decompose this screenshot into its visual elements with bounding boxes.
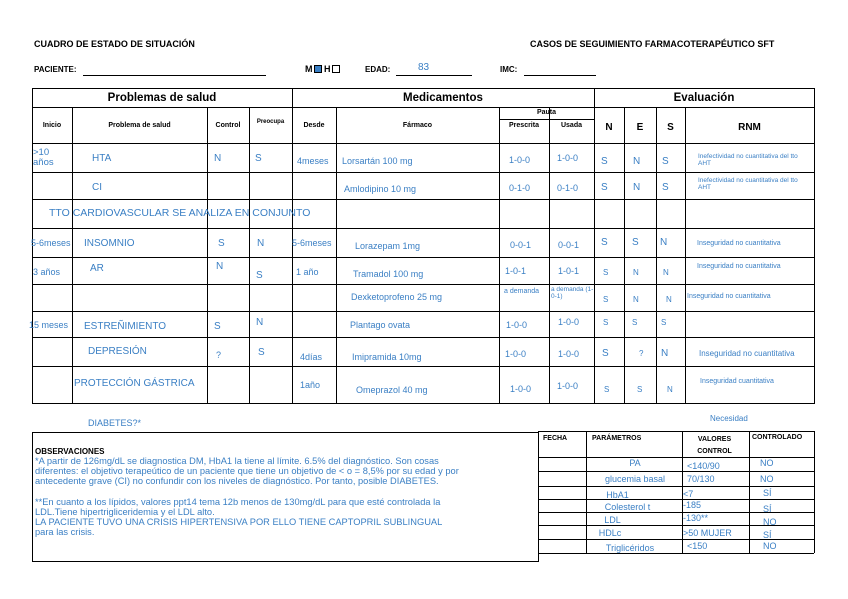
grid-line (249, 107, 250, 404)
row-6-preocupa: N (256, 317, 264, 328)
param-5-valor: >50 MUJER (683, 528, 732, 538)
grid-line (32, 403, 814, 404)
row-7-s: N (661, 348, 669, 359)
obs-line: *A partir de 126mg/dL se diagnostica DM, HbA1 la tiene al límite. 6.5% del diagnóstico. Son cosas (35, 456, 439, 466)
row-7-farmaco: Imipramida 10mg (352, 352, 422, 362)
param-1-ok: NO (760, 474, 774, 484)
grid-line (336, 107, 337, 404)
row-0-n: S (601, 156, 608, 167)
param-6-valor: <150 (687, 541, 708, 551)
row-4-desde: 1 año (296, 267, 319, 277)
sex-selector (305, 64, 340, 74)
col-s: S (667, 122, 674, 133)
grid-line (538, 539, 814, 540)
grid-line (656, 107, 657, 404)
col-control: Control (215, 122, 241, 129)
grid-line (32, 143, 814, 144)
section-evaluacion: Evaluación (673, 92, 735, 104)
row-2-note: TTO CARDIOVASCULAR SE ANALIZA EN CONJUNTO (49, 207, 311, 219)
row-7-control: ? (216, 350, 222, 360)
row-0-s: S (662, 156, 669, 167)
grid-line (32, 228, 814, 229)
param-2-valor: <7 (683, 489, 694, 499)
row-0-farmaco: Lorsartán 100 mg (342, 156, 413, 166)
grid-line (538, 553, 814, 554)
row-8-e: S (637, 385, 643, 394)
params-col-valores: VALORES CONTROL (697, 436, 732, 455)
row-8-problema: PROTECCIÓN GÁSTRICA (74, 378, 195, 389)
row-4-s: N (663, 268, 669, 277)
col-rnm: RNM (738, 122, 761, 133)
row-7-prescrita: 1-0-0 (505, 349, 527, 359)
row-3-farmaco: Lorazepam 1mg (355, 241, 421, 251)
row-3-desde: 5-6meses (292, 238, 332, 248)
title-left: CUADRO DE ESTADO DE SITUACIÓN (34, 39, 195, 49)
grid-line (32, 172, 814, 173)
grid-line (538, 486, 814, 487)
grid-line (32, 284, 814, 285)
diabetes-note: DIABETES?* (88, 418, 142, 428)
param-3-ok: SÍ (763, 504, 772, 514)
row-7-e: ? (639, 349, 644, 358)
row-0-control: N (214, 153, 222, 164)
row-5-prescrita: a demanda (504, 288, 540, 295)
param-2-ok: SÍ (763, 488, 772, 498)
col-n: N (605, 122, 613, 133)
param-1-name: glucemia basal (604, 474, 666, 484)
row-1-rnm: Inefectividad no cuantitativa del tto AHT (698, 177, 798, 191)
grid-line (594, 88, 595, 404)
grid-line (499, 119, 594, 120)
row-0-usada: 1-0-0 (557, 153, 579, 163)
row-3-usada: 0-0-1 (558, 240, 580, 250)
col-usada: Usada (560, 122, 582, 129)
row-7-rnm: Inseguridad no cuantitativa (699, 349, 795, 358)
row-1-n: S (601, 182, 608, 193)
grid-line (624, 107, 625, 404)
row-5-s: N (666, 295, 672, 304)
row-7-n: S (602, 348, 609, 359)
col-preocupa: Preocupa (256, 119, 285, 125)
param-5-name: HDLc (598, 528, 622, 538)
param-2-name: HbA1 (606, 490, 629, 500)
params-col-parametros: PARÁMETROS (592, 435, 642, 442)
grid-line (32, 199, 814, 200)
grid-line (538, 431, 814, 432)
obs-line: antecedente grave (CI) no confundir con los niveles de diagnóstico. Por tanto, posible DIABETES. (35, 476, 439, 487)
row-4-n: S (603, 268, 609, 277)
grid-line (32, 337, 814, 338)
grid-line (32, 107, 814, 108)
obs-line: diferentes: el objetivo terapeútico de un paciente que tiene un objetivo de < o = 8,5% por su edad y por (35, 466, 459, 477)
col-e: E (636, 122, 644, 133)
row-1-e: N (633, 182, 641, 193)
row-5-usada: a demanda (1-0-1) (551, 286, 594, 300)
col-inicio: Inicio (42, 122, 62, 129)
obs-line: LDL.Tiene hipertrigliceridemia y el LDL alto. (35, 506, 215, 517)
param-4-name: LDL (604, 515, 621, 525)
row-0-prescrita: 1-0-0 (509, 155, 531, 165)
row-1-s: S (662, 182, 669, 193)
grid-line (32, 366, 814, 367)
params-col-controlado: CONTROLADO (752, 434, 803, 441)
row-4-prescrita: 1-0-1 (505, 266, 527, 276)
row-4-e: N (633, 268, 639, 277)
param-4-ok: NO (763, 517, 777, 527)
param-3-valor: -185 (683, 500, 702, 510)
grid-line (32, 88, 814, 89)
col-prescrita: Prescrita (509, 122, 539, 129)
row-3-preocupa: N (257, 238, 265, 249)
grid-line (538, 499, 814, 500)
row-3-inicio: 5-6meses (31, 238, 71, 248)
pauta-header: Pauta (536, 109, 557, 116)
col-problema: Problema de salud (108, 122, 171, 129)
section-medicamentos: Medicamentos (403, 92, 483, 104)
row-6-usada: 1-0-0 (558, 317, 580, 327)
edad-value[interactable]: 83 (418, 62, 430, 73)
obs-line: LA PACIENTE TUVO UNA CRISIS HIPERTENSIVA POR ELLO TIENE CAPTOPRIL SUBLINGUAL (35, 517, 443, 528)
col-farmaco: Fármaco (402, 122, 433, 129)
sex-h-checkbox[interactable] (332, 65, 340, 73)
grid-line (814, 431, 815, 553)
row-4-farmaco: Tramadol 100 mg (353, 269, 424, 279)
row-4-control: N (216, 261, 224, 272)
row-4-inicio: 3 años (33, 267, 61, 277)
row-6-farmaco: Plantago ovata (350, 320, 411, 330)
row-8-n: S (604, 385, 610, 394)
row-4-problema: AR (90, 263, 104, 274)
row-3-rnm: Inseguridad no cuantitativa (697, 240, 781, 247)
param-5-ok: SÍ (763, 530, 772, 540)
param-4-valor: -130** (683, 513, 709, 523)
row-0-preocupa: S (255, 153, 262, 164)
grid-line (72, 107, 73, 404)
col-desde: Desde (303, 122, 325, 129)
row-3-n: S (601, 237, 608, 248)
row-7-preocupa: S (258, 347, 265, 358)
row-7-usada: 1-0-0 (558, 349, 580, 359)
row-1-usada: 0-1-0 (557, 183, 579, 193)
row-8-rnm: Inseguridad cuantitativa (700, 378, 774, 385)
grid-line (32, 257, 814, 258)
param-0-name: PA (629, 458, 641, 468)
row-8-farmaco: Omeprazol 40 mg (356, 385, 428, 395)
paciente-field[interactable] (83, 75, 266, 76)
row-1-farmaco: Amlodipino 10 mg (344, 184, 417, 194)
row-0-inicio: >10 años (33, 147, 54, 168)
grid-line (207, 107, 208, 404)
row-0-rnm: Inefectividad no cuantitativa del tto AHT (698, 153, 798, 167)
row-6-problema: ESTREÑIMIENTO (84, 321, 167, 332)
row-0-desde: 4meses (297, 156, 329, 166)
grid-line (538, 512, 814, 513)
row-5-n: S (603, 295, 609, 304)
grid-line (32, 311, 814, 312)
param-3-name: Colesterol t (604, 502, 651, 512)
observaciones-text (35, 456, 535, 537)
grid-line (538, 431, 539, 553)
obs-line: **En cuanto a los lípidos, valores ppt14 tema 12b menos de 130mg/dL para que esté controlada la (35, 496, 441, 507)
row-1-problema: CI (92, 182, 102, 193)
row-4-rnm: Inseguridad no cuantitativa (697, 263, 781, 270)
row-1-prescrita: 0-1-0 (509, 183, 531, 193)
grid-line (586, 431, 587, 553)
param-6-name: Triglicéridos (605, 543, 655, 553)
grid-line (499, 107, 500, 404)
params-col-fecha: FECHA (543, 435, 568, 442)
obs-spacer (35, 487, 535, 497)
sex-h-label: H (324, 64, 331, 74)
grid-line (549, 107, 550, 404)
param-6-ok: NO (763, 541, 777, 551)
row-5-e: N (633, 295, 639, 304)
grid-line (538, 471, 814, 472)
param-1-valor: 70/130 (687, 474, 715, 484)
row-8-prescrita: 1-0-0 (510, 384, 532, 394)
edad-label: EDAD: (365, 65, 391, 74)
section-problemas: Problemas de salud (107, 92, 217, 104)
row-3-e: S (632, 237, 639, 248)
row-6-prescrita: 1-0-0 (506, 320, 528, 330)
row-8-usada: 1-0-0 (557, 381, 579, 391)
observaciones-title: OBSERVACIONES (35, 447, 105, 456)
necesidad-note: Necesidad (710, 414, 748, 423)
grid-line (749, 431, 750, 553)
row-5-farmaco: Dexketoprofeno 25 mg (351, 292, 443, 302)
grid-line (814, 88, 815, 404)
row-6-control: S (214, 321, 221, 332)
param-0-ok: NO (760, 458, 774, 468)
row-0-problema: HTA (92, 153, 112, 164)
row-5-rnm: Inseguridad no cuantitativa (687, 293, 771, 300)
row-4-preocupa: S (256, 270, 263, 281)
row-6-s: S (661, 318, 667, 327)
row-8-desde: 1año (300, 380, 321, 390)
row-6-inicio: 15 meses (29, 320, 69, 330)
row-3-s: N (660, 237, 668, 248)
row-4-usada: 1-0-1 (558, 266, 580, 276)
imc-field[interactable] (524, 75, 596, 76)
row-3-problema: INSOMNIO (84, 238, 135, 249)
row-7-problema: DEPRESIÓN (88, 346, 147, 357)
row-6-n: S (603, 318, 609, 327)
row-3-control: S (218, 238, 225, 249)
row-0-e: N (633, 156, 641, 167)
title-right: CASOS DE SEGUIMIENTO FARMACOTERAPÉUTICO SFT (530, 39, 775, 49)
row-3-prescrita: 0-0-1 (510, 240, 532, 250)
grid-line (685, 107, 686, 404)
row-7-desde: 4días (300, 352, 323, 362)
sex-m-label: M (305, 64, 313, 74)
imc-label: IMC: (500, 65, 518, 74)
edad-field[interactable] (396, 75, 472, 76)
sex-m-checkbox[interactable] (314, 65, 322, 73)
row-8-s: N (667, 385, 673, 394)
obs-line: para las crisis. (35, 527, 95, 538)
row-6-e: S (632, 318, 638, 327)
paciente-label: PACIENTE: (34, 65, 77, 74)
param-0-valor: <140/90 (687, 461, 720, 471)
